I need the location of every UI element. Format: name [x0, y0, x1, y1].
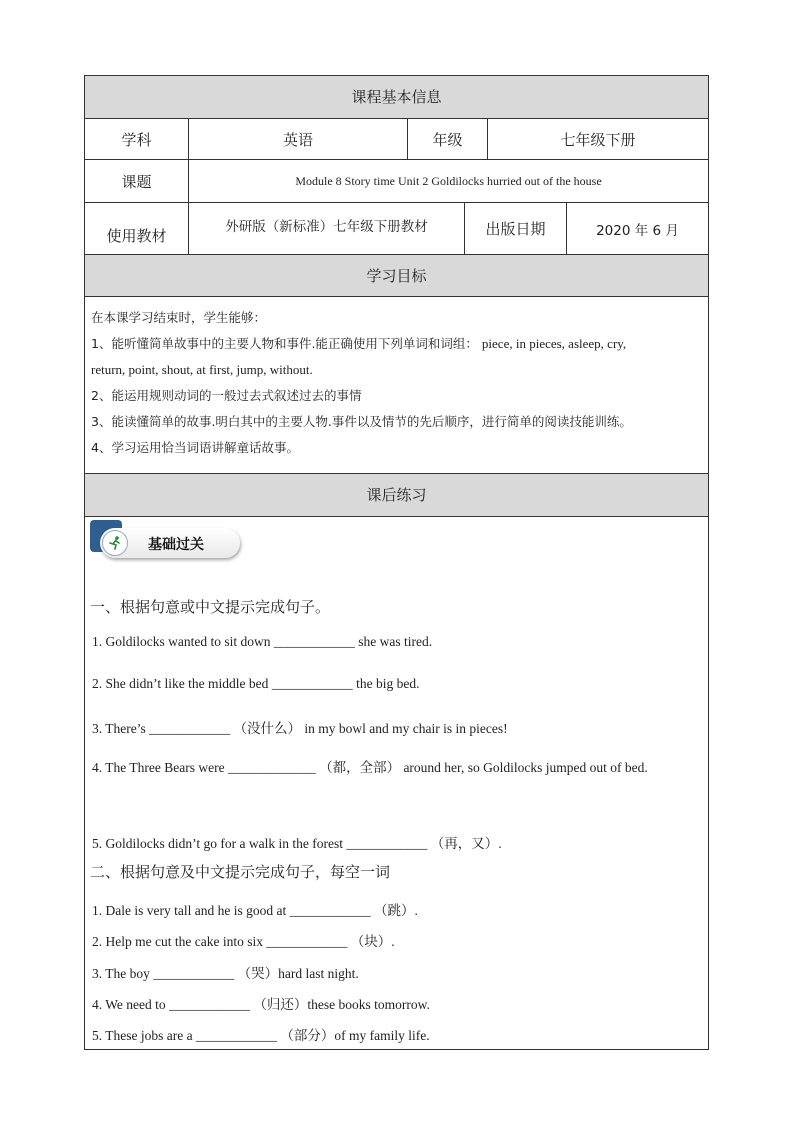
pubdate-label: 出版日期 — [465, 203, 567, 254]
part2-question-5: 5. These jobs are a ____________ （部分）of my family life. — [92, 1028, 430, 1043]
runner-icon-graphic — [107, 535, 123, 551]
objectives-intro: 在本课学习结束时，学生能够： — [91, 310, 267, 325]
pubdate-value: 2020 年 6 月 — [596, 222, 679, 239]
homework-header — [85, 474, 708, 517]
part2-heading: 二、根据句意及中文提示完成句子，每空一词 — [90, 863, 391, 881]
basic-info-header — [85, 76, 708, 119]
topic-value: Module 8 Story time Unit 2 Goldilocks hurried out of the house — [295, 173, 602, 188]
objectives-body — [85, 297, 708, 474]
part2-question-3: 3. The boy ____________ （哭）hard last night. — [92, 966, 359, 981]
objective-item-1-words: piece, in pieces, asleep, cry, — [481, 336, 627, 351]
objective-item-4: 4、学习运用恰当词语讲解童话故事。 — [91, 440, 299, 455]
topic-row — [85, 160, 708, 203]
objective-item-2: 2、能运用规则动词的一般过去式叙述过去的事情 — [91, 388, 362, 403]
grade-label: 年级 — [408, 119, 488, 159]
textbook-row — [85, 203, 708, 255]
objective-item-1-cn: 1、能听懂简单故事中的主要人物和事件.能正确使用下列单词和词组： — [91, 336, 478, 351]
objective-item-1 — [91, 331, 702, 357]
subject-label: 学科 — [85, 119, 189, 159]
badge-label: 基础过关 — [148, 537, 204, 553]
subject-value: 英语 — [189, 119, 408, 159]
subject-row — [85, 119, 708, 160]
objectives-header — [85, 255, 708, 297]
part1-question-5: 5. Goldilocks didn’t go for a walk in the forest ____________ （再，又）. — [92, 836, 502, 851]
part2-question-1: 1. Dale is very tall and he is good at ____________ （跳）. — [92, 903, 418, 918]
part1-question-4: 4. The Three Bears were _____________ （都，全部） around her, so Goldilocks jumped out of bed. — [92, 760, 648, 775]
textbook-value: 外研版（新标准）七年级下册教材 — [189, 203, 465, 254]
part1-heading: 一、根据句意或中文提示完成句子。 — [90, 598, 331, 616]
objectives-title: 学习目标 — [366, 267, 427, 285]
part1-question-1: 1. Goldilocks wanted to sit down ____________ she was tired. — [92, 634, 433, 649]
runner-icon — [102, 530, 128, 556]
grade-value: 七年级下册 — [560, 130, 636, 149]
part2-question-2: 2. Help me cut the cake into six ____________ （块）. — [92, 934, 395, 949]
basic-info-title: 课程基本信息 — [351, 88, 442, 106]
objectives-list — [91, 305, 702, 461]
textbook-label: 使用教材 — [85, 203, 189, 254]
part1-question-3: 3. There’s ____________ （没什么） in my bowl and my chair is in pieces! — [92, 721, 508, 736]
objective-item-3: 3、能读懂简单的故事.明白其中的主要人物.事件以及情节的先后顺序，进行简单的阅读技能训练。 — [91, 414, 632, 429]
homework-title: 课后练习 — [366, 486, 427, 504]
topic-label: 课题 — [85, 160, 189, 202]
part2-question-4: 4. We need to ____________ （归还）these books tomorrow. — [92, 997, 430, 1012]
basic-level-badge — [90, 520, 240, 560]
objective-item-1-words-cont: return, point, shout, at first, jump, without. — [91, 362, 313, 377]
part1-question-2: 2. She didn’t like the middle bed ____________ the big bed. — [92, 676, 420, 691]
